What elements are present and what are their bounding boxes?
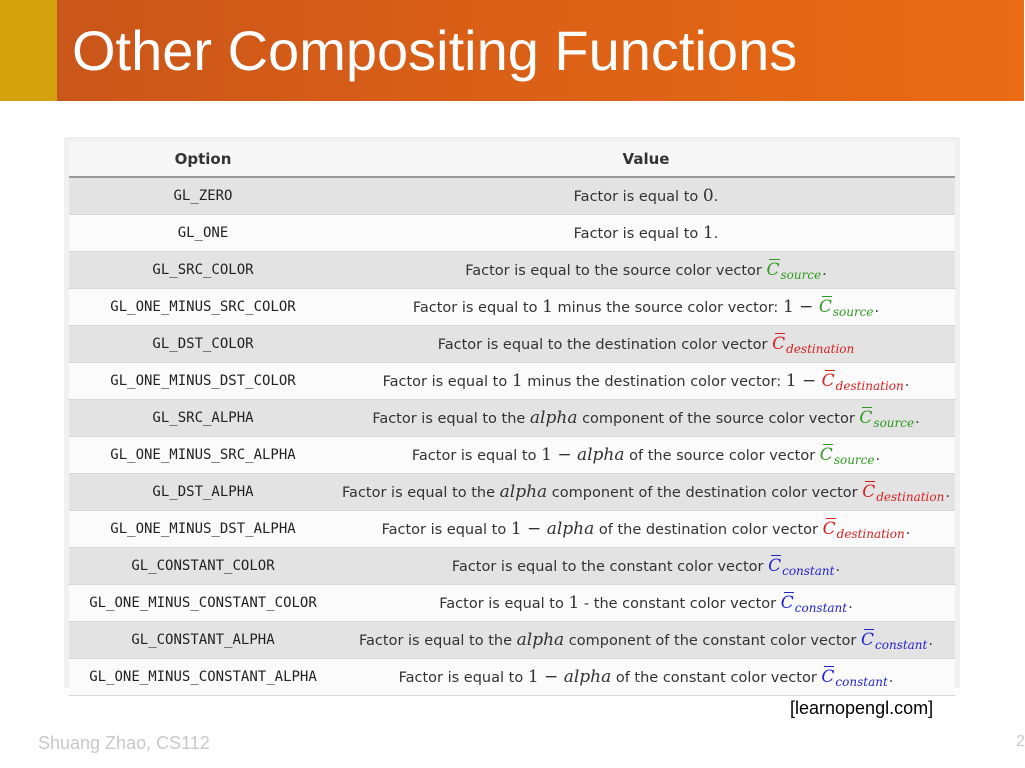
value-cell (337, 474, 955, 511)
color-vector-letter: C (772, 334, 786, 354)
slide-header (0, 0, 1024, 101)
color-vector-subscript: source (873, 416, 915, 430)
value-cell (337, 400, 955, 437)
table-row (69, 622, 955, 659)
period: . (848, 596, 853, 612)
period: . (835, 559, 841, 575)
value-text: Factor is equal to (439, 596, 569, 612)
color-vector-letter: C (862, 482, 876, 502)
math-variable: alpha (499, 482, 548, 502)
option-cell: GL_SRC_ALPHA (69, 400, 337, 437)
value-text: component of the constant color vector (564, 633, 861, 649)
value-text: of the destination color vector (594, 522, 823, 538)
color-vector-symbol (822, 519, 905, 541)
value-text: component of the destination color vector (547, 485, 863, 501)
color-vector-subscript: destination (836, 527, 905, 541)
value-text: Factor is equal to (411, 448, 542, 464)
option-cell: GL_DST_COLOR (69, 326, 337, 363)
table-header-row (69, 142, 955, 177)
color-vector-subscript: constant (875, 638, 928, 652)
math-variable: alpha (516, 630, 565, 650)
option-cell: GL_CONSTANT_COLOR (69, 548, 337, 585)
option-cell: GL_ONE_MINUS_DST_COLOR (69, 363, 337, 400)
value-text: of the source color vector (624, 448, 820, 464)
table-row (69, 289, 955, 326)
table-row (69, 215, 955, 252)
color-vector-letter: C (821, 667, 835, 687)
value-cell (337, 326, 955, 363)
table-row (69, 511, 955, 548)
option-cell: GL_ZERO (69, 177, 337, 215)
table-row (69, 252, 955, 289)
table-row (69, 585, 955, 622)
color-vector-subscript: source (832, 305, 874, 319)
value-text: Factor is equal to the (372, 411, 530, 427)
column-header-value: Value (337, 142, 955, 177)
value-text: Factor is equal to (381, 522, 511, 538)
table-row (69, 363, 955, 400)
header-accent-bar (0, 0, 57, 101)
value-text: . (713, 189, 719, 205)
period: . (904, 374, 910, 390)
table-body (69, 177, 955, 696)
color-vector-subscript: source (833, 453, 875, 467)
math-number: 1 − (782, 297, 819, 317)
table-row (69, 326, 955, 363)
math-number: 1 − (541, 445, 577, 465)
color-vector-letter: C (819, 445, 833, 465)
value-text: minus the destination color vector: (522, 374, 786, 390)
color-vector-letter: C (821, 371, 835, 391)
color-vector-symbol (862, 482, 945, 504)
option-cell: GL_ONE_MINUS_SRC_COLOR (69, 289, 337, 326)
color-vector-symbol (780, 593, 848, 615)
color-vector-letter: C (766, 260, 780, 280)
color-vector-subscript: source (780, 268, 822, 282)
option-cell: GL_ONE_MINUS_DST_ALPHA (69, 511, 337, 548)
value-text: Factor is equal to the (359, 633, 517, 649)
page-number: 2 (1016, 733, 1025, 750)
color-vector-letter: C (818, 297, 832, 317)
value-text: of the constant color vector (611, 670, 822, 686)
period: . (874, 300, 880, 316)
color-vector-subscript: constant (794, 601, 848, 615)
math-variable: alpha (546, 519, 595, 539)
color-vector-symbol (772, 334, 855, 356)
period: . (822, 263, 827, 279)
color-vector-letter: C (780, 593, 794, 613)
math-variable: alpha (529, 408, 578, 428)
value-text: Factor is equal to (573, 226, 703, 242)
column-header-option: Option (69, 142, 337, 177)
color-vector-subscript: constant (782, 564, 835, 578)
math-number: 1 (542, 297, 553, 317)
math-variable: alpha (563, 667, 612, 687)
option-cell: GL_ONE_MINUS_SRC_ALPHA (69, 437, 337, 474)
value-text: Factor is equal to (412, 300, 543, 316)
value-text: minus the source color vector: (552, 300, 783, 316)
table-row (69, 474, 955, 511)
period: . (928, 633, 933, 649)
math-number: 0 (702, 186, 714, 206)
value-text: Factor is equal to (382, 374, 512, 390)
math-number: 1 − (527, 667, 564, 687)
color-vector-letter: C (822, 519, 836, 539)
color-vector-symbol (768, 556, 835, 578)
value-cell (337, 585, 955, 622)
slide-title: Other Compositing Functions (72, 19, 798, 82)
footer-author: Shuang Zhao, CS112 (38, 733, 210, 753)
value-cell (337, 511, 955, 548)
color-vector-subscript: destination (876, 490, 945, 504)
value-cell (337, 548, 955, 585)
table-row (69, 400, 955, 437)
value-cell (337, 622, 955, 659)
color-vector-subscript: destination (786, 342, 855, 356)
math-number: 1 (702, 223, 714, 243)
period: . (905, 522, 911, 538)
value-text: Factor is equal to the destination color vector (437, 337, 773, 353)
color-vector-symbol (821, 371, 904, 393)
math-number: 1 − (785, 371, 822, 391)
period: . (945, 485, 950, 501)
value-cell (337, 177, 955, 215)
math-variable: alpha (576, 445, 625, 465)
color-vector-symbol (766, 260, 822, 282)
value-cell (337, 437, 955, 474)
option-cell: GL_SRC_COLOR (69, 252, 337, 289)
value-cell (337, 289, 955, 326)
option-cell: GL_CONSTANT_ALPHA (69, 622, 337, 659)
option-cell: GL_DST_ALPHA (69, 474, 337, 511)
table-row (69, 548, 955, 585)
table-row (69, 177, 955, 215)
option-cell: GL_ONE (69, 215, 337, 252)
period: . (888, 670, 894, 686)
color-vector-subscript: constant (835, 675, 888, 689)
math-number: 1 − (510, 519, 547, 539)
option-cell: GL_ONE_MINUS_CONSTANT_ALPHA (69, 659, 337, 696)
color-vector-symbol (860, 630, 928, 652)
color-vector-symbol (818, 297, 874, 319)
color-vector-subscript: destination (835, 379, 904, 393)
math-number: 1 (568, 593, 580, 613)
value-text: Factor is equal to (573, 189, 703, 205)
color-vector-letter: C (768, 556, 782, 576)
color-vector-symbol (819, 445, 875, 467)
color-vector-letter: C (860, 630, 874, 650)
value-cell (337, 659, 955, 696)
source-citation: [learnopengl.com] (790, 698, 934, 718)
value-text: Factor is equal to the source color vector (465, 263, 767, 279)
value-cell (337, 252, 955, 289)
blend-factor-table-panel (64, 137, 960, 688)
period: . (875, 448, 881, 464)
value-text: component of the source color vector (577, 411, 860, 427)
blend-factor-table (69, 142, 955, 696)
table-row (69, 437, 955, 474)
color-vector-letter: C (859, 408, 873, 428)
option-cell: GL_ONE_MINUS_CONSTANT_COLOR (69, 585, 337, 622)
math-number: 1 (511, 371, 523, 391)
value-text: - the constant color vector (579, 596, 781, 612)
value-cell (337, 215, 955, 252)
value-text: Factor is equal to (398, 670, 528, 686)
value-text: Factor is equal to the constant color vector (451, 559, 769, 575)
value-cell (337, 363, 955, 400)
value-text: . (713, 226, 719, 242)
color-vector-symbol (821, 667, 888, 689)
table-row (69, 659, 955, 696)
color-vector-symbol (859, 408, 915, 430)
value-text: Factor is equal to the (342, 485, 500, 501)
period: . (915, 411, 920, 427)
